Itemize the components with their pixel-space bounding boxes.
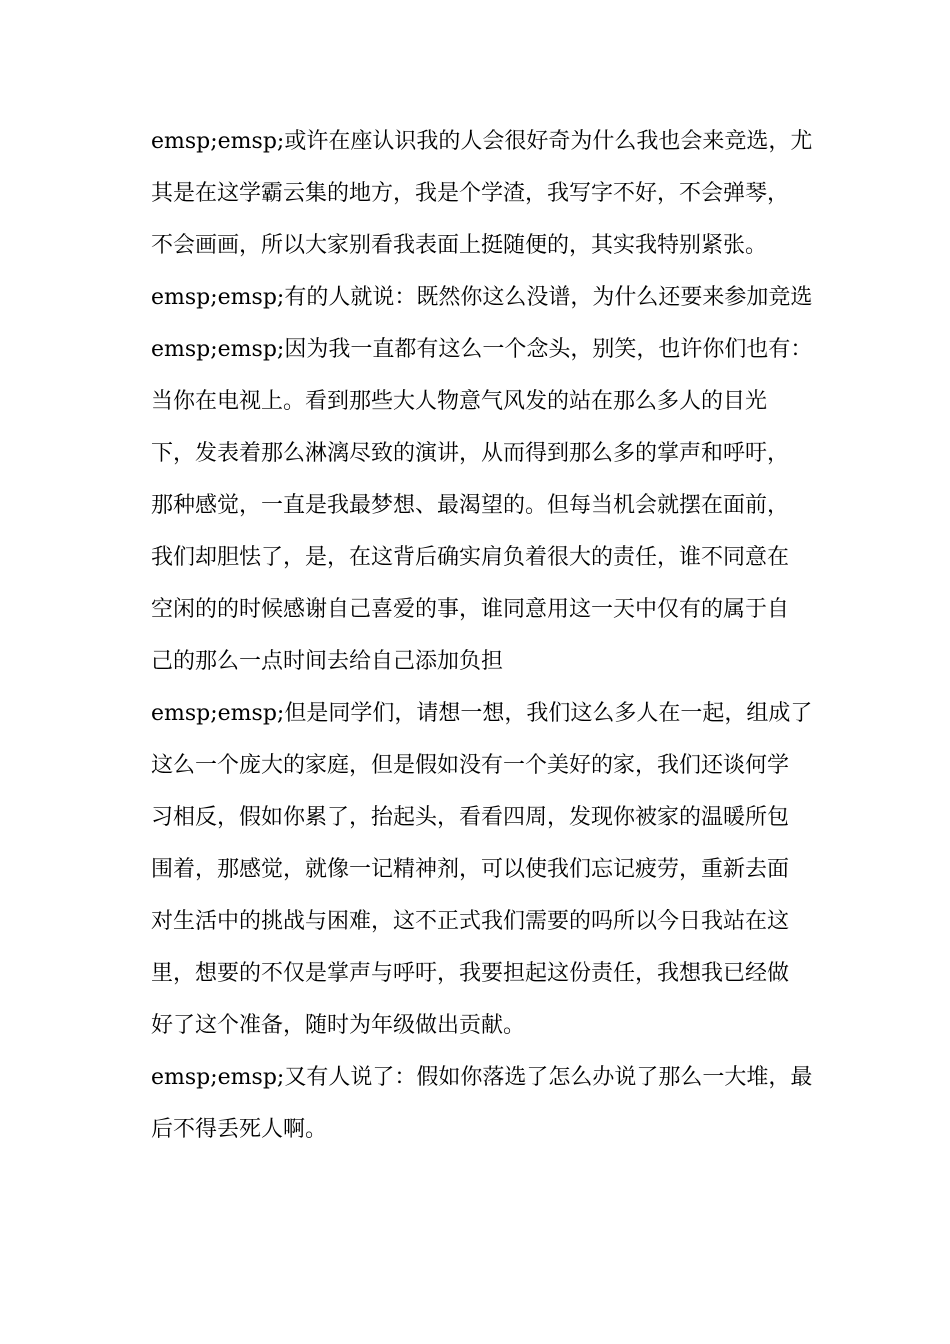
paragraph-5	[151, 1052, 811, 1156]
text-line: emsp;emsp;有的人就说：既然你这么没谱，为什么还要来参加竞选	[151, 285, 813, 310]
paragraph-3	[151, 324, 811, 688]
text-line: emsp;emsp;又有人说了：假如你落选了怎么办说了那么一大堆，最	[151, 1065, 813, 1090]
text-line: 当你在电视上。看到那些大人物意气风发的站在那么多人的目光	[151, 389, 768, 414]
text-line: emsp;emsp;因为我一直都有这么一个念头，别笑，也许你们也有：	[151, 337, 813, 362]
text-line: emsp;emsp;但是同学们，请想一想，我们这么多人在一起，组成了	[151, 701, 813, 726]
text-line: 后不得丢死人啊。	[151, 1117, 328, 1142]
text-line: 这么一个庞大的家庭，但是假如没有一个美好的家，我们还谈何学	[151, 753, 790, 778]
text-line: 下，发表着那么淋漓尽致的演讲，从而得到那么多的掌声和呼吁，	[151, 441, 790, 466]
text-line: 己的那么一点时间去给自己添加负担	[151, 649, 504, 674]
document-body	[151, 116, 811, 1156]
paragraph-1	[151, 116, 811, 272]
paragraph-2	[151, 272, 811, 324]
text-line: 习相反，假如你累了，抬起头，看看四周，发现你被家的温暖所包	[151, 805, 790, 830]
text-line: 不会画画，所以大家别看我表面上挺随便的，其实我特别紧张。	[151, 233, 768, 258]
text-line: 空闲的的时候感谢自己喜爱的事，谁同意用这一天中仅有的属于自	[151, 597, 790, 622]
text-line: 围着，那感觉，就像一记精神剂，可以使我们忘记疲劳，重新去面	[151, 857, 790, 882]
text-line: emsp;emsp;或许在座认识我的人会很好奇为什么我也会来竞选，尤	[151, 129, 813, 154]
paragraph-4	[151, 688, 811, 1052]
text-line: 对生活中的挑战与困难，这不正式我们需要的吗所以今日我站在这	[151, 909, 790, 934]
text-line: 里，想要的不仅是掌声与呼吁，我要担起这份责任，我想我已经做	[151, 961, 790, 986]
text-line: 我们却胆怯了，是，在这背后确实肩负着很大的责任，谁不同意在	[151, 545, 790, 570]
text-line: 好了这个准备，随时为年级做出贡献。	[151, 1013, 526, 1038]
text-line: 其是在这学霸云集的地方，我是个学渣，我写字不好，不会弹琴，	[151, 181, 790, 206]
text-line: 那种感觉，一直是我最梦想、最渴望的。但每当机会就摆在面前，	[151, 493, 790, 518]
